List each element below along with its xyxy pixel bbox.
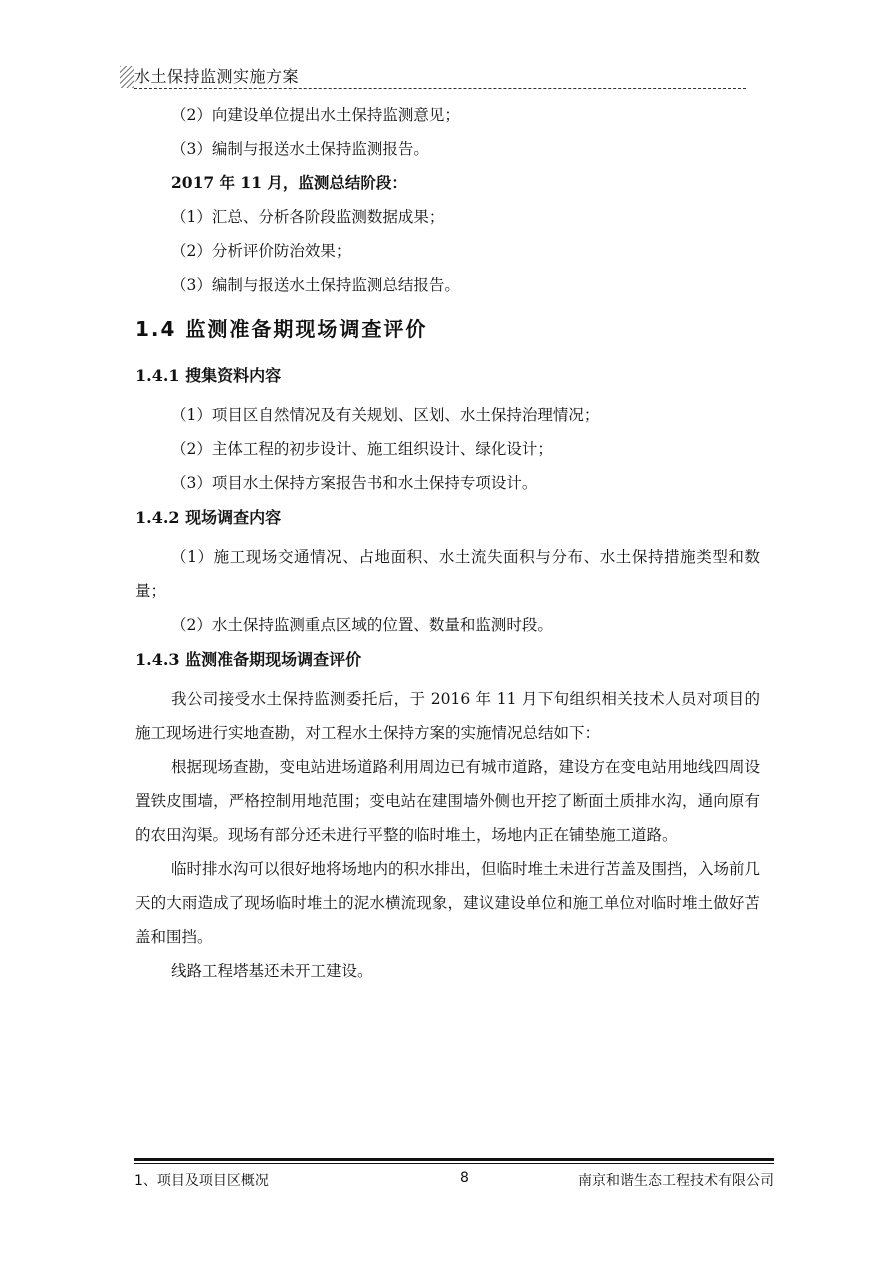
footer-rule bbox=[134, 1163, 774, 1164]
page-footer bbox=[134, 1158, 774, 1198]
list-item: （2）向建设单位提出水土保持监测意见； bbox=[171, 106, 460, 124]
section-heading-1-4-2: 1.4.2 现场调查内容 bbox=[135, 508, 282, 527]
header-hatch-decoration bbox=[120, 66, 134, 88]
footer-chapter: 1、项目及项目区概况 bbox=[134, 1173, 269, 1189]
body-paragraph: 我公司接受水土保持监测委托后，于 2016 年 11 月下旬组织相关技术人员对项目的施工现场进行实地查勘，对工程水土保持方案的实施情况总结如下： bbox=[135, 690, 760, 742]
list-item: （3）编制与报送水土保持监测报告。 bbox=[171, 140, 429, 158]
list-item: （2）主体工程的初步设计、施工组织设计、绿化设计； bbox=[171, 440, 553, 458]
body-paragraph: 根据现场查勘，变电站进场道路利用周边已有城市道路，建设方在变电站用地线四周设置铁皮围墙，严格控制用地范围；变电站在建围墙外侧也开挖了断面土质排水沟，通向原有的农田沟渠。现场有部分还未进行平整的临时堆土，场地内正在铺垫施工道路。 bbox=[135, 758, 761, 844]
body-paragraph: 临时排水沟可以很好地将场地内的积水排出，但临时堆土未进行苫盖及围挡，入场前几天的大雨造成了现场临时堆土的泥水横流现象，建议建设单位和施工单位对临时堆土做好苫盖和围挡。 bbox=[135, 860, 761, 946]
list-item: （1）项目区自然情况及有关规划、区划、水土保持治理情况； bbox=[171, 406, 600, 424]
list-item: （3）编制与报送水土保持监测总结报告。 bbox=[171, 276, 460, 294]
section-heading-1-4-1: 1.4.1 搜集资料内容 bbox=[135, 366, 282, 385]
footer-company: 南京和谐生态工程技术有限公司 bbox=[578, 1173, 774, 1189]
page-header bbox=[134, 62, 758, 92]
list-item: （3）项目水土保持方案报告书和水土保持专项设计。 bbox=[171, 474, 538, 492]
section-heading-1-4: 1.4 监测准备期现场调查评价 bbox=[135, 317, 428, 341]
list-item: （1）汇总、分析各阶段监测数据成果； bbox=[171, 208, 445, 226]
header-rule bbox=[134, 88, 746, 89]
footer-rule bbox=[134, 1158, 774, 1161]
header-title: 水土保持监测实施方案 bbox=[134, 67, 300, 86]
page-number: 8 bbox=[460, 1170, 469, 1186]
stage-title: 2017 年 11 月，监测总结阶段： bbox=[171, 173, 407, 192]
list-item: （2）分析评价防治效果； bbox=[171, 242, 352, 260]
body-paragraph: 线路工程塔基还未开工建设。 bbox=[171, 962, 373, 980]
page-content bbox=[135, 98, 760, 988]
list-item: （1）施工现场交通情况、占地面积、水土流失面积与分布、水土保持措施类型和数量； bbox=[135, 548, 760, 600]
list-item: （2）水土保持监测重点区域的位置、数量和监测时段。 bbox=[171, 616, 553, 634]
section-heading-1-4-3: 1.4.3 监测准备期现场调查评价 bbox=[135, 650, 362, 669]
